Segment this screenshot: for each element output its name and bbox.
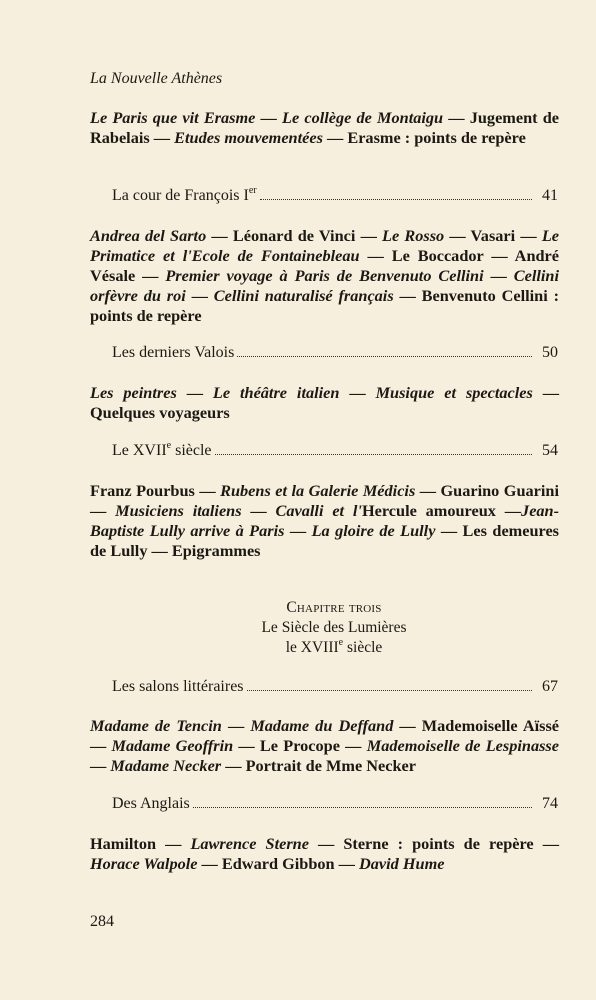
toc-title: Les derniers Valois (112, 344, 235, 361)
topic-roman: — Sterne : points de repère — (308, 834, 559, 853)
topic-italic: Cavalli et l' (275, 501, 362, 520)
topic-roman: — (284, 521, 312, 540)
topic-roman: — Le Boccador — André Vésale — (90, 246, 560, 285)
toc-entry (112, 677, 558, 697)
topic-roman: — Léonard de Vinci — (206, 226, 383, 245)
toc-leader-dots (260, 199, 532, 200)
section-summary-3 (90, 383, 559, 423)
toc-title: Le XVIIe siècle (112, 439, 212, 459)
toc-title: La cour de François Ier (112, 184, 257, 204)
topic-italic: Musique et spectacles (375, 383, 533, 402)
topic-italic: Madame de Tencin (90, 716, 222, 735)
chapter-heading (0, 598, 596, 658)
topic-roman: Hercule amoureux — (361, 501, 522, 520)
topic-italic: Horace Walpole (90, 854, 198, 873)
toc-page-number: 67 (542, 678, 558, 695)
topic-italic: Cellini orfèvre du roi (90, 266, 559, 305)
topic-italic: Madame du Deffand (250, 716, 394, 735)
topic-roman: — Quelques voyageurs (90, 383, 560, 422)
topic-roman: — Jugement de Rabelais — (90, 108, 560, 147)
topic-roman: — Le Procope — (233, 736, 367, 755)
toc-page-number: 41 (542, 187, 558, 204)
topic-roman: — Mademoiselle Aïssé — (90, 716, 560, 755)
toc-page-number: 74 (542, 795, 558, 812)
topic-italic: Cellini naturalisé français (213, 286, 394, 305)
chapter-title: Le Siècle des Lumières (261, 619, 407, 636)
topic-roman: — Les demeures de Lully — Epigrammes (90, 521, 560, 560)
topic-roman: — Benvenuto Cellini : points de repère (90, 286, 560, 325)
topic-italic: Le Paris que vit Erasme (90, 108, 256, 127)
topic-italic: Mademoiselle de Lespinasse (366, 736, 559, 755)
topic-italic: Andrea del Sarto (90, 226, 207, 245)
topic-italic: Lawrence Sterne (190, 834, 309, 853)
topic-roman: — Portrait de Mme Necker (221, 756, 416, 775)
topic-roman: — (483, 266, 514, 285)
section-summary-6 (90, 834, 559, 874)
toc-entry (112, 343, 558, 363)
section-summary-4 (90, 481, 559, 561)
toc-leader-dots (215, 454, 532, 455)
topic-roman: — (339, 383, 376, 402)
toc-entry (112, 441, 558, 461)
toc-entry (112, 794, 558, 814)
topic-italic: Madame Geoffrin (111, 736, 234, 755)
summary-text (90, 834, 559, 874)
topic-roman: Hamilton — (90, 834, 191, 853)
topic-roman: Franz Pourbus — (90, 481, 221, 500)
toc-leader-dots (247, 690, 532, 691)
topic-italic: David Hume (359, 854, 445, 873)
section-summary-2 (90, 226, 559, 326)
topic-italic: Jean-Baptiste Lully arrive à Paris (90, 501, 560, 540)
summary-text (90, 226, 559, 326)
toc-title: Des Anglais (112, 795, 190, 812)
running-head: La Nouvelle Athènes (90, 70, 223, 87)
topic-italic: Rubens et la Galerie Médicis (220, 481, 416, 500)
topic-italic: Le théâtre italien (212, 383, 340, 402)
topic-italic: Premier voyage à Paris de Benvenuto Cellini (165, 266, 484, 285)
section-summary-1 (90, 108, 559, 148)
topic-roman: — Edward Gibbon — (197, 854, 359, 873)
topic-roman: — Erasme : points de repère (322, 128, 526, 147)
summary-text (90, 716, 559, 776)
chapter-label: Chapitre trois (286, 599, 382, 616)
topic-roman: — (185, 286, 214, 305)
summary-text (90, 383, 559, 423)
topic-italic: Les peintres (90, 383, 177, 402)
topic-roman: — (176, 383, 213, 402)
section-summary-5 (90, 716, 559, 776)
topic-roman: — (241, 501, 276, 520)
topic-roman: — Guarino Guarini — (90, 481, 559, 520)
toc-title: Les salons littéraires (112, 678, 244, 695)
toc-leader-dots (193, 807, 532, 808)
summary-text (90, 108, 559, 148)
topic-roman: — (221, 716, 251, 735)
summary-text (90, 481, 559, 561)
topic-italic: Le Rosso (382, 226, 445, 245)
topic-roman: — (90, 756, 111, 775)
page-number: 284 (90, 913, 114, 930)
topic-roman: — Vasari — (444, 226, 542, 245)
toc-page-number: 54 (542, 442, 558, 459)
topic-italic: La gloire de Lully (311, 521, 436, 540)
topic-italic: Le Primatice et l'Ecole de Fontainebleau (90, 226, 559, 265)
toc-page-number: 50 (542, 344, 558, 361)
topic-roman: — (255, 108, 283, 127)
topic-italic: Etudes mouvementées (174, 128, 323, 147)
chapter-subtitle: le XVIIIe siècle (285, 636, 383, 656)
topic-italic: Musiciens italiens (115, 501, 242, 520)
topic-italic: Madame Necker (110, 756, 222, 775)
toc-entry (112, 186, 558, 206)
toc-leader-dots (237, 356, 532, 357)
topic-italic: Le collège de Montaigu (282, 108, 444, 127)
